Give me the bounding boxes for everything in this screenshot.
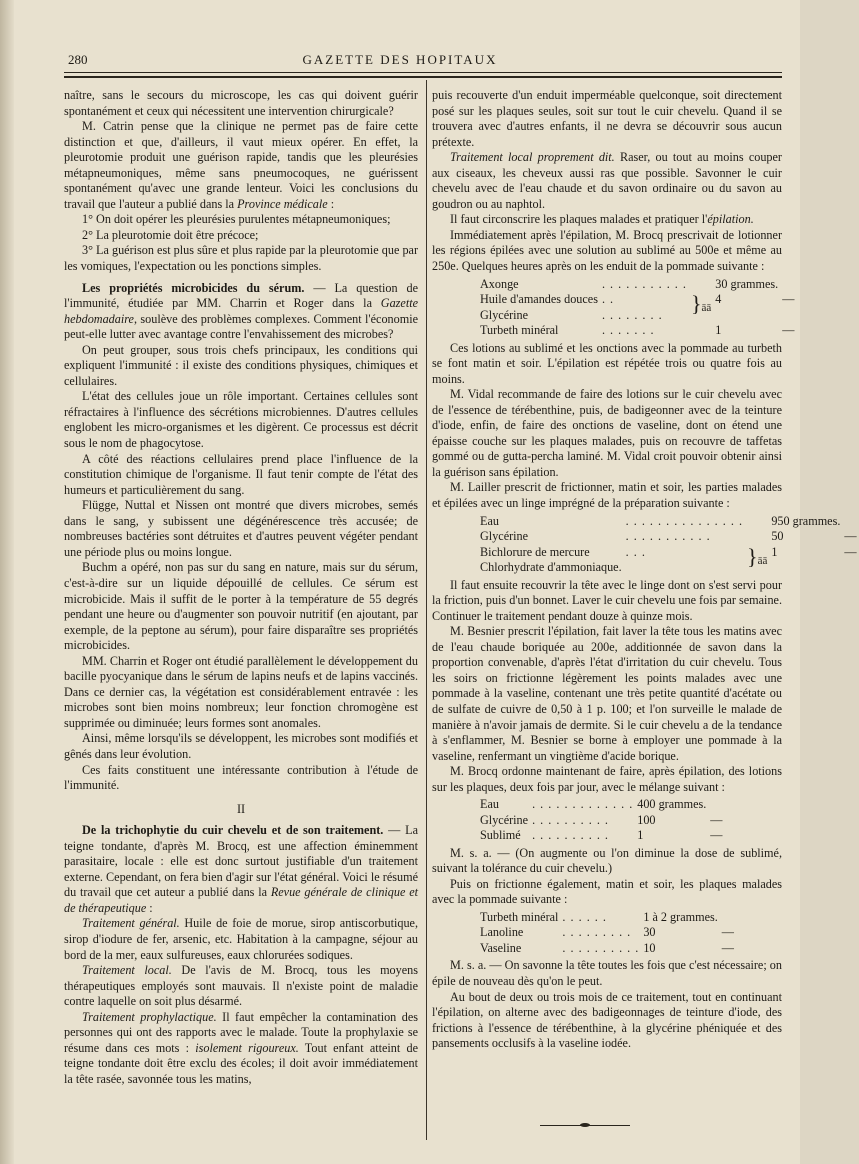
right-column xyxy=(432,88,857,1052)
paragraph: Traitement local proprement dit. Raser, ou tout au moins couper aux ciseaux, les cheveux aussi ras que possible. Savonner le cuir chevelu avec de l'eau chaude et du savon ordinaire ou du savon au goudron ou au naphtol. xyxy=(432,150,782,211)
paragraph: Il faut circonscrire les plaques malades et pratiquer l'épilation. xyxy=(450,212,754,227)
conclusion-item: 1° On doit opérer les pleurésies purulentes métapneumoniques; xyxy=(82,212,391,227)
paragraph: M. Lailler prescrit de frictionner, matin et soir, les parties malades et épilées avec un linge imprégné de la préparation suivante : xyxy=(432,480,782,511)
paragraph: M. s. a. — (On augmente ou l'on diminue la dose de sublimé, suivant la tolérance du cuir chevelu.) xyxy=(432,845,782,876)
prescription-row: Turbeth minéral . . . . . . 1 à 2 grammes. xyxy=(480,909,718,924)
prescription-row: Glycérine . . . . . . . . . . . 50 — xyxy=(480,529,857,544)
prescription-row: Glycérine . . . . . . . . xyxy=(480,307,663,322)
paragraph: Au bout de deux ou trois mois de ce traitement, tout en continuant l'épilation, on alterne avec des badigeonnages de teinture d'iode, des frictions à l'essence de térébenthine, à la glycérine phéniquée et des pansements occlusifs à la vaseline iodée. xyxy=(432,989,782,1051)
paragraph: Puis on frictionne également, matin et soir, les plaques malades avec la pommade suivante : xyxy=(432,876,782,907)
paragraph: A côté des réactions cellulaires prend place l'influence de la constitution chimique de l'organisme. Il faut tenir compte de l'état des humeurs et particulièrement du sang. xyxy=(64,451,418,497)
header-rule-thick xyxy=(64,76,782,78)
column-separator xyxy=(426,80,427,1140)
subheading: Traitement prophylactique. xyxy=(82,1009,217,1024)
emphasis: isolement rigoureux. xyxy=(195,1040,299,1055)
subheading: Traitement général. xyxy=(82,916,180,931)
paragraph: Immédiatement après l'épilation, M. Brocq prescrivait de lotionner les régions épilées avec une solution au sublimé au 500e et même au 250e. Quelques heures après on les enduit de la pommade suivante : xyxy=(432,227,782,274)
prescription-row: Axonge . . . . . . . . . . . 30 grammes. xyxy=(480,276,779,291)
journal-reference: Revue générale de clinique et de thérapeutique xyxy=(64,885,419,915)
page-number: 280 xyxy=(68,52,88,67)
section-serum: Les propriétés microbicides du sérum. — La question de l'immunité, étudiée par MM. Charrin et Roger dans la Gazette hebdomadaire, soulève des problèmes complexes. Comment l'économie peut-elle lutter avec avantage contre l'envahissement des microbes? xyxy=(64,280,418,342)
page-header xyxy=(0,50,800,70)
subheading: Traitement local proprement dit. xyxy=(450,150,615,165)
prescription-row: Huile d'amandes douces . . }āā 4 — xyxy=(480,291,795,317)
prescription-row: Lanoline . . . . . . . . . 30 — xyxy=(480,925,734,940)
journal-reference: Gazette hebdomadaire xyxy=(64,296,418,326)
prescription-row: Eau . . . . . . . . . . . . . 400 grammes. xyxy=(480,797,707,812)
journal-title: GAZETTE DES HOPITAUX xyxy=(302,52,498,67)
paragraph: puis recouverte d'un enduit imperméable quelconque, soit directement posé sur les plaques seules, soit sur tout le cuir chevelu. Quand il se trouvera avec d'autres enfants, il ne devra se découvrir sous aucun prétexte. xyxy=(432,88,782,149)
paragraph: MM. Charrin et Roger ont étudié parallèlement le développement du bacille pyocyanique dans le sérum de lapins neufs et de lapins vaccinés. Dans ce dernier cas, la végétation est considérablement entravée : les microbes sont bien moins nombreux; leur fonction chromogène est supprimée ou diminuée; leurs formes sont anomales. xyxy=(64,653,418,730)
prescription-table xyxy=(478,797,724,844)
left-column xyxy=(64,88,418,1087)
prescription-row: Bichlorure de mercure . . . }āā 1 — xyxy=(480,543,857,569)
prescription-table xyxy=(478,910,736,957)
prescription-row: Turbeth minéral . . . . . . . 1 — xyxy=(480,323,795,338)
section-title: De la trichophytie du cuir chevelu et de son traitement. xyxy=(82,823,384,838)
prescription-row: Sublimé . . . . . . . . . . 1 — xyxy=(480,828,723,843)
prescription-table xyxy=(478,514,859,576)
header-rule xyxy=(64,72,782,73)
paragraph: naître, sans le secours du microscope, les cas qui doivent guérir spontanément et ceux qui nécessitent une intervention chirurgicale? xyxy=(64,88,418,118)
prescription-table xyxy=(478,277,796,339)
paragraph: M. Brocq ordonne maintenant de faire, après épilation, des lotions sur les plaques, deux fois par jour, avec le mélange suivant : xyxy=(432,764,782,794)
paragraph: Ces faits constituent une intéressante contribution à l'étude de l'immunité. xyxy=(64,762,418,793)
section-numeral: II xyxy=(236,801,246,816)
paragraph: M. Vidal recommande de faire des lotions sur le cuir chevelu avec de l'essence de térébenthine, puis, de badigeonner avec de la teinture d'iode, enfin, de faire des onctions de vaseline, dont on étend une épaisse couche sur les plaques malades, puis on recouvre de taffetas gommé ou de gutta-percha laminé. M. Vidal croit pouvoir obtenir ainsi la guérison sans épilation. xyxy=(432,387,782,479)
paragraph: M. Besnier prescrit l'épilation, fait laver la tête tous les matins avec de l'eau chaude boriquée au 200e, additionnée de savon dans la proportion convenable, d'après l'état d'irritation du cuir chevelu. Tous les soirs on frictionne légèrement les points malades avec une pommade à la vaseline, contenant une très petite quantité d'acétate ou de sulfate de cuivre de 0,50 à 1 p. 100; et l'on surveille le malade de manière à n'avoir jamais de dermite. Si le cuir chevelu a de la tendance à s'enflammer, M. Besnier se borne à employer une pommade à la vaseline, renfermant un vingtième d'acide borique. xyxy=(432,624,782,763)
subheading: Traitement local. xyxy=(82,963,172,978)
prescription-row: Eau . . . . . . . . . . . . . . . 950 grammes. xyxy=(480,513,841,528)
paragraph: Ainsi, même lorsqu'ils se développent, les microbes sont modifiés et gênés dans leur évolution. xyxy=(64,731,418,761)
paragraph: L'état des cellules joue un rôle important. Certaines cellules sont réfractaires à l'influence des sécrétions microbiennes. D'autres cellules englobent les micro-organismes et les digèrent. Ce processus est décrit sous le nom de phagocytose. xyxy=(64,389,418,451)
paragraph: M. s. a. — On savonne la tête toutes les fois que c'est nécessaire; on épile de nouveau dès qu'on le peut. xyxy=(432,958,782,988)
conclusion-item: 3° La guérison est plus sûre et plus rapide par la pleurotomie que par les vomiques, l'expectation ou les ponctions simples. xyxy=(64,243,418,274)
paragraph: Ces lotions au sublimé et les onctions avec la pommade au turbeth se font matin et soir. L'épilation est répétée trois ou quatre fois au moins. xyxy=(432,340,782,386)
paragraph: Traitement prophylactique. Il faut empêcher la contamination des personnes qui ont des rapports avec le malade. Toute la prophylaxie se résume dans ces mots : isolement rigoureux. Tout enfant atteint de teigne tondante doit être exclu des écoles; il doit avoir immédiatement la tête rasée, savonnée tous les matins, xyxy=(64,1009,419,1086)
paragraph: Il faut ensuite recouvrir la tête avec le linge dont on s'est servi pour la friction, puis d'un bonnet. Laver le cuir chevelu une fois par semaine. Continuer le traitement pendant douze à quinze mois. xyxy=(432,577,782,623)
prescription-row: Chlorhydrate d'ammoniaque. xyxy=(480,560,622,575)
prescription-row: Glycérine . . . . . . . . . . 100 — xyxy=(480,812,723,827)
paragraph: Traitement local. De l'avis de M. Brocq, tous les moyens thérapeutiques employés sont mauvais. Il n'existe point de maladie contre laquelle on soit plus désarmé. xyxy=(64,963,418,1009)
paragraph: Traitement général. Huile de foie de morue, sirop antiscorbutique, sirop d'iodure de fer, arsenic, etc. Habitation à la campagne, séjour au bord de la mer, eaux sulfureuses, eaux chlorurées sodiques. xyxy=(64,916,418,962)
section-title: Les propriétés microbicides du sérum. xyxy=(82,280,305,295)
paragraph: On peut grouper, sous trois chefs principaux, les conditions qui expliquent l'immunité : il existe des conditions physiques, chimiques et cellulaires. xyxy=(64,342,418,388)
journal-reference: Province médicale xyxy=(237,196,328,211)
section-trichophytie: De la trichophytie du cuir chevelu et de son traitement. — La teigne tondante, d'après M. Brocq, est une affection éminemment parasitaire, locale : elle est donc surtout justifiable d'un traitement externe. Cependant, on fera bien d'agir sur l'état général. Voici le résumé du travail que cet auteur a publié dans la Revue générale de clinique et de thérapeutique : xyxy=(64,823,419,915)
paragraph: Flügge, Nuttal et Nissen ont montré que divers microbes, semés dans le sang, y subissent une dégénérescence très accusée; de nombreuses bactéries sont détruites et d'autres peuvent végéter pendant une période plus ou moins longue. xyxy=(64,498,418,559)
prescription-row: Vaseline . . . . . . . . . . 10 — xyxy=(480,940,734,955)
paragraph: M. Catrin pense que la clinique ne permet pas de faire cette distinction et que, d'ailleurs, il vaut mieux opérer. En effet, la pleurotomie produit une guérison rapide, tandis que les pleurésies métapneumoniques, même sans pneumocoques, ne guérissent spontanément qu'avec une grande lenteur. Voici les conclusions du travail que l'auteur a publié dans la Province médicale : xyxy=(64,119,418,211)
paragraph: Buchm a opéré, non pas sur du sang en nature, mais sur du sérum, c'est-à-dire sur un liquide dépouillé de cellules. Ce sérum est microbicide. Mais il suffit de le porter à la température de 55 degrés pendant une heure ou d'augmenter son pouvoir nutritif (en ajoutant, par exemple, de la peptone au sérum), pour faire disparaître ses propriétés microbicides. xyxy=(64,560,418,653)
conclusion-item: 2° La pleurotomie doit être précoce; xyxy=(82,227,259,242)
end-ornament-rule xyxy=(540,1125,630,1126)
